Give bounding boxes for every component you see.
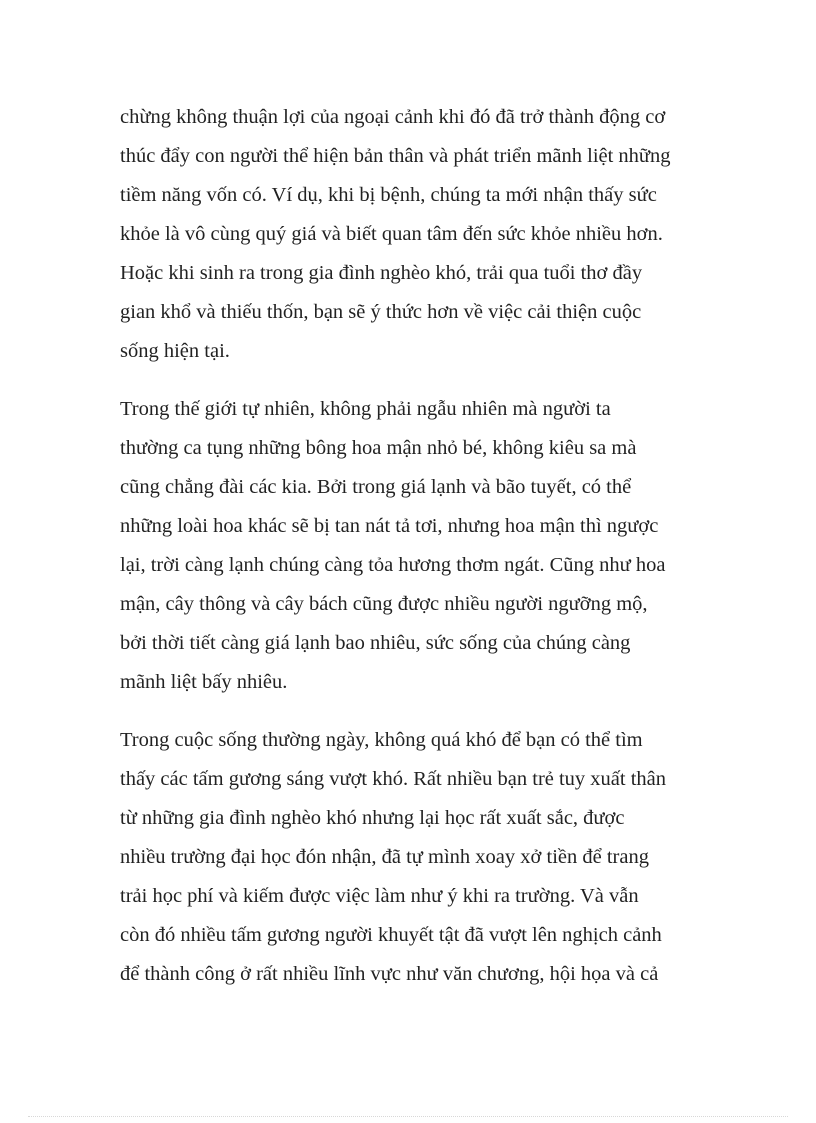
text-line: từ những gia đình nghèo khó nhưng lại học rất xuất sắc, được xyxy=(120,807,625,829)
text-line: Trong cuộc sống thường ngày, không quá khó để bạn có thể tìm xyxy=(120,729,643,751)
text-line: nhiều trường đại học đón nhận, đã tự mình xoay xở tiền để trang xyxy=(120,846,649,868)
text-line: tiềm năng vốn có. Ví dụ, khi bị bệnh, chúng ta mới nhận thấy sức xyxy=(120,184,657,206)
text-line: mãnh liệt bấy nhiêu. xyxy=(120,671,288,693)
text-line: thường ca tụng những bông hoa mận nhỏ bé, không kiêu sa mà xyxy=(120,437,637,459)
text-line: trải học phí và kiếm được việc làm như ý khi ra trường. Và vẫn xyxy=(120,885,639,907)
text-line: những loài hoa khác sẽ bị tan nát tả tơi, nhưng hoa mận thì ngược xyxy=(120,515,659,537)
text-line: bởi thời tiết càng giá lạnh bao nhiêu, sức sống của chúng càng xyxy=(120,632,631,654)
paragraph-1 xyxy=(120,98,700,371)
text-line: Trong thế giới tự nhiên, không phải ngẫu nhiên mà người ta xyxy=(120,398,611,420)
text-line: khỏe là vô cùng quý giá và biết quan tâm đến sức khỏe nhiều hơn. xyxy=(120,223,663,245)
text-line: thấy các tấm gương sáng vượt khó. Rất nhiều bạn trẻ tuy xuất thân xyxy=(120,768,667,790)
text-line: thúc đẩy con người thể hiện bản thân và phát triển mãnh liệt những xyxy=(120,145,671,167)
page-bottom-divider xyxy=(28,1116,788,1117)
text-line: gian khổ và thiếu thốn, bạn sẽ ý thức hơn về việc cải thiện cuộc xyxy=(120,301,642,323)
document-body xyxy=(120,98,700,1013)
text-line: Hoặc khi sinh ra trong gia đình nghèo khó, trải qua tuổi thơ đầy xyxy=(120,262,643,284)
text-line: chừng không thuận lợi của ngoại cảnh khi đó đã trở thành động cơ xyxy=(120,106,666,128)
text-line: cũng chẳng đài các kia. Bởi trong giá lạnh và bão tuyết, có thể xyxy=(120,476,632,498)
text-line: lại, trời càng lạnh chúng càng tỏa hương thơm ngát. Cũng như hoa xyxy=(120,554,666,576)
text-line: để thành công ở rất nhiều lĩnh vực như văn chương, hội họa và cả xyxy=(120,963,659,985)
text-line: mận, cây thông và cây bách cũng được nhiều người ngưỡng mộ, xyxy=(120,593,648,615)
text-line: còn đó nhiều tấm gương người khuyết tật đã vượt lên nghịch cảnh xyxy=(120,924,662,946)
text-line: sống hiện tại. xyxy=(120,340,230,362)
paragraph-3 xyxy=(120,721,700,994)
paragraph-2 xyxy=(120,390,700,702)
